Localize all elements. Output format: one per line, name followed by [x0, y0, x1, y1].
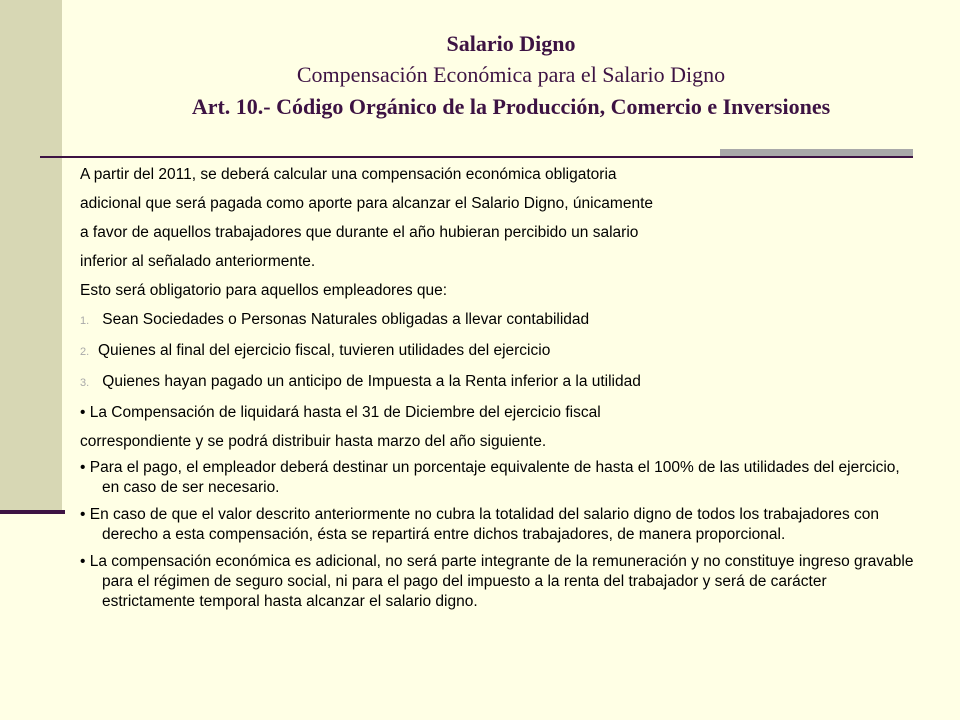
- left-accent-bar: [0, 0, 62, 513]
- bullet-3: • En caso de que el valor descrito anteriormente no cubra la totalidad del salario digno de todos los trabajadores con derecho a esta compensación, ésta se repartirá entre dichos trabajadores, de manera proporcional.: [80, 506, 879, 543]
- body-line-5: Esto será obligatorio para aquellos empleadores que:: [80, 282, 448, 299]
- title-line-1: Salario Digno: [446, 31, 576, 56]
- item-number: 3.: [80, 377, 90, 389]
- body-line-4: inferior al señalado anteriormente.: [80, 253, 316, 270]
- title-line-2: Compensación Económica para el Salario Digno: [296, 62, 726, 87]
- body-line-2: adicional que será pagada como aporte para alcanzar el Salario Digno, únicamente: [80, 195, 654, 212]
- body-line-3: a favor de aquellos trabajadores que durante el año hubieran percibido un salario: [80, 224, 639, 241]
- item-text: Quienes al final del ejercicio fiscal, tuvieren utilidades del ejercicio: [98, 342, 551, 359]
- body-line-1: A partir del 2011, se deberá calcular una compensación económica obligatoria: [80, 166, 617, 183]
- left-accent-underline: [0, 510, 65, 514]
- slide-body: [80, 160, 920, 614]
- numbered-item-2: [80, 336, 920, 367]
- item-text: Sean Sociedades o Personas Naturales obligadas a llevar contabilidad: [98, 311, 590, 328]
- item-number: 1.: [80, 315, 90, 327]
- bullet-1-line-2: correspondiente y se podrá distribuir hasta marzo del año siguiente.: [80, 433, 547, 450]
- title-line-3: Art. 10.- Código Orgánico de la Producción, Comercio e Inversiones: [191, 94, 831, 119]
- slide-title: [62, 28, 960, 124]
- numbered-item-1: [80, 305, 920, 336]
- item-text: Quienes hayan pagado un anticipo de Impuesta a la Renta inferior a la utilidad: [98, 373, 641, 390]
- title-divider: [40, 156, 913, 158]
- bullet-2: • Para el pago, el empleador deberá destinar un porcentaje equivalente de hasta el 100% de las utilidades del ejercicio, en caso de ser necesario.: [80, 459, 900, 496]
- numbered-item-3: [80, 367, 920, 398]
- bullet-1-line-1: • La Compensación de liquidará hasta el 31 de Diciembre del ejercicio fiscal: [80, 404, 601, 421]
- item-number: 2.: [80, 346, 90, 358]
- bullet-4: • La compensación económica es adicional, no será parte integrante de la remuneración y no constituye ingreso gravable para el régimen de seguro social, ni para el pago del impuesto a la renta del trabajador y será de carácter estrictamente temporal hasta alcanzar el salario digno.: [80, 553, 914, 610]
